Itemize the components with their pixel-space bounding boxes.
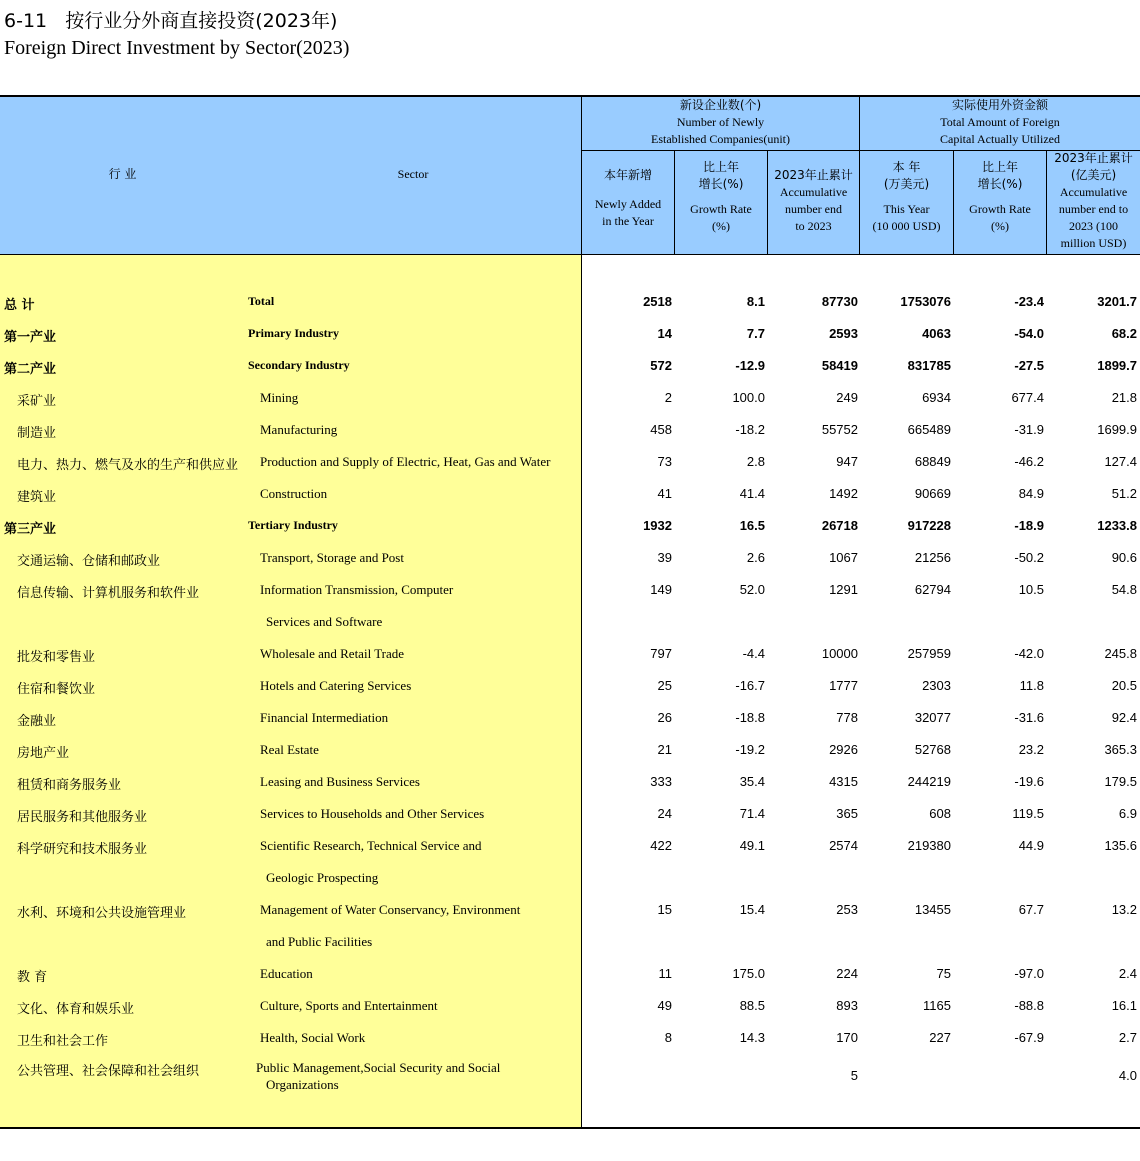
value-newly-added: 73 [657, 454, 672, 469]
value-newly-added: 2 [664, 390, 672, 405]
value-newly-added: 797 [650, 646, 672, 661]
row-label-cn: 租赁和商务服务业 [17, 778, 122, 793]
row-label-en: Wholesale and Retail Trade [260, 646, 405, 661]
value-growth-capital: -19.6 [1014, 774, 1044, 789]
value-newly-added: 458 [650, 422, 672, 437]
value-this-year-capital: 1753076 [900, 294, 951, 309]
value-growth-capital: 677.4 [1011, 390, 1044, 405]
row-label-en: Financial Intermediation [260, 710, 389, 725]
row-label-cn: 电力、热力、燃气及水的生产和供应业 [17, 458, 239, 473]
value-accumulative-capital: 3201.7 [1097, 294, 1137, 309]
value-growth-companies: 71.4 [739, 806, 765, 821]
value-growth-companies: 52.0 [739, 582, 765, 597]
value-accumulative-capital: 1699.9 [1097, 422, 1137, 437]
value-this-year-capital: 2303 [922, 678, 951, 693]
value-accumulative-capital: 1233.8 [1097, 518, 1137, 533]
row-label-en: Health, Social Work [260, 1030, 366, 1045]
value-newly-added: 8 [664, 1030, 672, 1045]
value-growth-capital: 23.2 [1018, 742, 1044, 757]
value-newly-added: 26 [657, 710, 672, 725]
value-this-year-capital: 6934 [922, 390, 951, 405]
value-this-year-capital: 13455 [914, 902, 951, 917]
value-growth-companies: 100.0 [732, 390, 765, 405]
value-this-year-capital: 1165 [923, 998, 951, 1013]
value-growth-companies: 14.3 [739, 1030, 765, 1045]
row-label-en: Leasing and Business Services [260, 774, 420, 789]
value-accumulative-capital: 54.8 [1111, 582, 1137, 597]
value-this-year-capital: 608 [929, 806, 951, 821]
value-growth-companies: -18.2 [735, 422, 765, 437]
value-accumulative-capital: 6.9 [1118, 806, 1137, 821]
row-label-en: Geologic Prospecting [266, 870, 379, 885]
row-label-en: Manufacturing [260, 422, 338, 437]
value-growth-companies: 35.4 [739, 774, 765, 789]
value-accumulative-capital: 179.5 [1104, 774, 1137, 789]
value-growth-companies: 15.4 [739, 902, 765, 917]
value-growth-capital: 44.9 [1018, 838, 1044, 853]
value-newly-added: 24 [657, 806, 672, 821]
value-this-year-capital: 257959 [907, 646, 951, 661]
value-accumulative-companies: 26718 [821, 518, 858, 533]
value-accumulative-companies: 5 [850, 1068, 858, 1083]
row-label-cn: 公共管理、社会保障和社会组织 [17, 1064, 200, 1079]
value-growth-capital: -23.4 [1014, 294, 1044, 309]
value-accumulative-companies: 365 [836, 806, 858, 821]
row-label-cn: 批发和零售业 [17, 650, 96, 665]
value-accumulative-capital: 2.7 [1118, 1030, 1137, 1045]
header-accumulative-companies: 2023年止累计 Accumulative number end to 2023 [774, 168, 853, 233]
value-this-year-capital: 21256 [914, 550, 951, 565]
value-accumulative-capital: 51.2 [1111, 486, 1137, 501]
row-label-en: Services and Software [266, 614, 383, 629]
row-label-cn: 第三产业 [4, 522, 57, 537]
value-this-year-capital: 4063 [922, 326, 951, 341]
value-this-year-capital: 52768 [914, 742, 951, 757]
value-growth-companies: 41.4 [739, 486, 765, 501]
row-label-cn: 信息传输、计算机服务和软件业 [17, 586, 200, 601]
value-accumulative-capital: 127.4 [1104, 454, 1137, 469]
row-label-en: Secondary Industry [248, 358, 350, 372]
value-accumulative-capital: 1899.7 [1097, 358, 1137, 373]
value-newly-added: 14 [657, 326, 672, 341]
row-label-en: Scientific Research, Technical Service and [260, 838, 482, 853]
row-label-cn: 第二产业 [4, 362, 57, 377]
value-accumulative-capital: 16.1 [1111, 998, 1137, 1013]
row-label-cn: 卫生和社会工作 [17, 1034, 109, 1049]
value-growth-companies: -12.9 [735, 358, 765, 373]
value-growth-capital: -42.0 [1014, 646, 1044, 661]
row-label-en: Tertiary Industry [248, 518, 338, 532]
value-growth-capital: -31.6 [1014, 710, 1044, 725]
value-newly-added: 1932 [643, 518, 672, 533]
value-accumulative-companies: 58419 [821, 358, 858, 373]
value-growth-capital: -46.2 [1014, 454, 1044, 469]
value-growth-capital: 67.7 [1018, 902, 1044, 917]
value-accumulative-capital: 135.6 [1104, 838, 1137, 853]
value-this-year-capital: 665489 [907, 422, 951, 437]
row-label-cn: 交通运输、仓储和邮政业 [17, 554, 161, 569]
header-accumulative-capital: 2023年止累计 (亿美元) Accumulative number end to 2023 (100 million USD) [1054, 151, 1133, 250]
value-accumulative-companies: 2926 [829, 742, 858, 757]
value-accumulative-companies: 947 [836, 454, 858, 469]
value-this-year-capital: 90669 [914, 486, 951, 501]
row-label-en: Information Transmission, Computer [260, 582, 454, 597]
value-newly-added: 41 [657, 486, 672, 501]
value-growth-companies: -19.2 [735, 742, 765, 757]
value-growth-companies: 175.0 [732, 966, 765, 981]
value-accumulative-companies: 55752 [821, 422, 858, 437]
row-label-cn: 房地产业 [17, 746, 70, 761]
value-growth-capital: -67.9 [1014, 1030, 1044, 1045]
value-newly-added: 15 [657, 902, 672, 917]
value-growth-companies: 2.6 [746, 550, 765, 565]
row-label-cn: 科学研究和技术服务业 [17, 842, 148, 857]
value-accumulative-capital: 68.2 [1111, 326, 1137, 341]
value-this-year-capital: 831785 [907, 358, 951, 373]
value-newly-added: 11 [658, 966, 672, 981]
value-accumulative-companies: 778 [836, 710, 858, 725]
row-label-cn: 居民服务和其他服务业 [17, 810, 148, 825]
row-label-cn: 金融业 [17, 714, 57, 729]
value-growth-companies: 16.5 [739, 518, 765, 533]
header-growth-companies: 比上年 增长(%) Growth Rate (%) [690, 160, 752, 233]
value-growth-capital: -31.9 [1014, 422, 1044, 437]
value-newly-added: 2518 [643, 294, 672, 309]
value-newly-added: 572 [650, 358, 672, 373]
row-label-cn: 文化、体育和娱乐业 [17, 1002, 135, 1017]
value-growth-capital: 10.5 [1018, 582, 1044, 597]
value-accumulative-companies: 87730 [821, 294, 858, 309]
value-newly-added: 333 [650, 774, 672, 789]
row-label-en: Education [260, 966, 313, 981]
value-accumulative-companies: 1777 [829, 678, 858, 693]
value-accumulative-companies: 4315 [829, 774, 858, 789]
value-accumulative-companies: 170 [836, 1030, 858, 1045]
value-accumulative-companies: 253 [836, 902, 858, 917]
table-title-cn: 6-11 按行业分外商直接投资(2023年) [4, 10, 338, 32]
row-label-en: Total [248, 294, 275, 308]
value-this-year-capital: 227 [929, 1030, 951, 1045]
value-accumulative-companies: 224 [836, 966, 858, 981]
row-label-cn: 水利、环境和公共设施管理业 [17, 906, 187, 921]
row-label-cn: 总 计 [4, 298, 35, 313]
row-label-en: Public Management,Social Security and Social [256, 1060, 501, 1075]
row-label-en: Services to Households and Other Services [260, 806, 485, 821]
value-growth-companies: 7.7 [746, 326, 765, 341]
header-group-capital: 实际使用外资金额 Total Amount of Foreign Capital Actually Utilized [940, 98, 1060, 146]
value-accumulative-capital: 21.8 [1111, 390, 1137, 405]
value-accumulative-companies: 893 [836, 998, 858, 1013]
row-label-en: Primary Industry [248, 326, 339, 340]
row-label-en: and Public Facilities [266, 934, 373, 949]
value-growth-companies: -4.4 [742, 646, 765, 661]
header-sector-cn: 行 业 [108, 167, 137, 181]
row-label-en: Management of Water Conservancy, Environment [260, 902, 521, 917]
value-this-year-capital: 244219 [907, 774, 951, 789]
row-label-en: Transport, Storage and Post [260, 550, 404, 565]
value-growth-companies: 2.8 [746, 454, 765, 469]
value-accumulative-companies: 1067 [829, 550, 858, 565]
value-newly-added: 39 [657, 550, 672, 565]
value-accumulative-capital: 92.4 [1111, 710, 1137, 725]
row-label-cn: 采矿业 [17, 394, 57, 409]
header-bottom-rule [0, 254, 1140, 255]
bottom-rule [0, 1127, 1140, 1129]
row-label-en: Hotels and Catering Services [260, 678, 412, 693]
value-growth-capital: 11.8 [1019, 678, 1044, 693]
value-growth-companies: 49.1 [739, 838, 765, 853]
row-label-cn: 住宿和餐饮业 [17, 682, 96, 697]
value-accumulative-companies: 1492 [829, 486, 858, 501]
value-growth-companies: 8.1 [746, 294, 765, 309]
header-sector-en: Sector [397, 167, 429, 181]
value-this-year-capital: 62794 [914, 582, 951, 597]
value-newly-added: 21 [657, 742, 672, 757]
header-newly-added: 本年新增 Newly Added in the Year [594, 168, 662, 228]
value-growth-capital: -54.0 [1014, 326, 1044, 341]
value-newly-added: 149 [650, 582, 672, 597]
row-label-cn: 制造业 [17, 426, 57, 441]
value-newly-added: 25 [657, 678, 672, 693]
header-growth-capital: 比上年 增长(%) Growth Rate (%) [969, 160, 1031, 233]
value-growth-companies: 88.5 [739, 998, 765, 1013]
value-growth-capital: -18.9 [1014, 518, 1044, 533]
value-this-year-capital: 917228 [907, 518, 951, 533]
value-growth-capital: -97.0 [1014, 966, 1044, 981]
value-growth-capital: 84.9 [1018, 486, 1044, 501]
value-this-year-capital: 75 [936, 966, 951, 981]
row-label-en: Real Estate [260, 742, 319, 757]
value-newly-added: 422 [650, 838, 672, 853]
value-accumulative-companies: 2574 [829, 838, 858, 853]
value-this-year-capital: 32077 [914, 710, 951, 725]
value-accumulative-capital: 4.0 [1118, 1068, 1137, 1083]
row-label-cn: 第一产业 [4, 330, 57, 345]
row-label-cn: 教 育 [17, 970, 48, 985]
row-label-en-continued: Organizations [266, 1077, 339, 1092]
value-accumulative-capital: 13.2 [1111, 902, 1137, 917]
value-accumulative-capital: 90.6 [1111, 550, 1137, 565]
value-accumulative-companies: 1291 [829, 582, 858, 597]
table-title-en: Foreign Direct Investment by Sector(2023) [4, 37, 350, 59]
value-this-year-capital: 68849 [914, 454, 951, 469]
value-growth-capital: 119.5 [1012, 806, 1044, 821]
value-growth-companies: -16.7 [735, 678, 765, 693]
value-growth-capital: -88.8 [1014, 998, 1044, 1013]
value-accumulative-companies: 10000 [821, 646, 858, 661]
value-newly-added: 49 [657, 998, 672, 1013]
row-label-en: Culture, Sports and Entertainment [260, 998, 438, 1013]
value-growth-capital: -27.5 [1014, 358, 1044, 373]
value-accumulative-companies: 249 [836, 390, 858, 405]
value-accumulative-capital: 245.8 [1104, 646, 1137, 661]
row-label-en: Production and Supply of Electric, Heat, Gas and Water [260, 454, 551, 469]
value-accumulative-capital: 20.5 [1111, 678, 1137, 693]
value-growth-capital: -50.2 [1014, 550, 1044, 565]
value-this-year-capital: 219380 [907, 838, 951, 853]
value-accumulative-capital: 365.3 [1104, 742, 1137, 757]
row-label-en: Construction [260, 486, 328, 501]
row-label-en: Mining [260, 390, 299, 405]
header-group-companies: 新设企业数(个) Number of Newly Established Companies(unit) [651, 98, 790, 146]
value-growth-companies: -18.8 [735, 710, 765, 725]
header-this-year-capital: 本 年 (万美元) This Year (10 000 USD) [872, 160, 941, 233]
value-accumulative-capital: 2.4 [1118, 966, 1137, 981]
value-accumulative-companies: 2593 [829, 326, 858, 341]
row-label-cn: 建筑业 [17, 490, 57, 505]
